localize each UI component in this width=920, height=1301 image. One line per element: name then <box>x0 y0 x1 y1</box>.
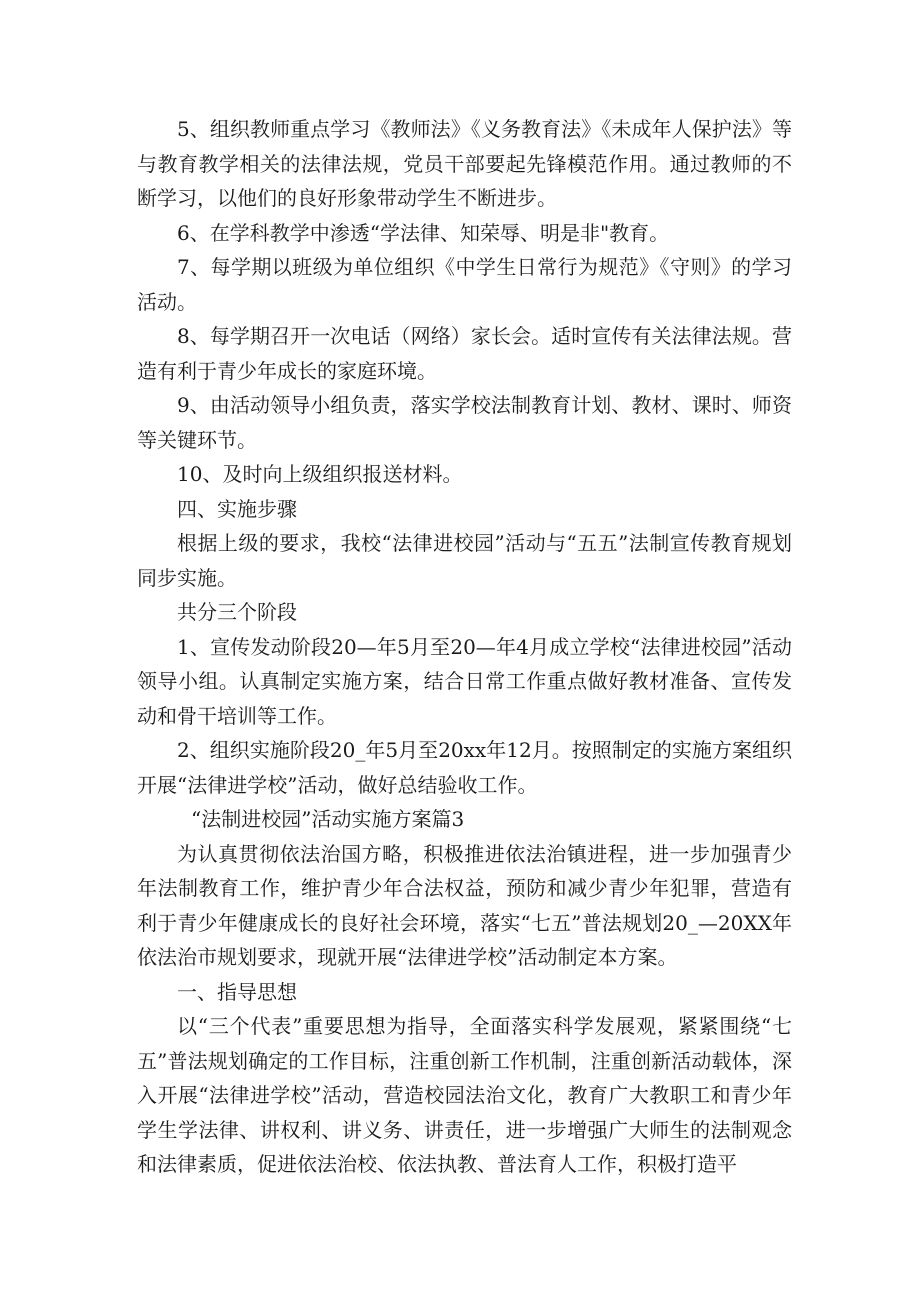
paragraph-implementation-intro: 根据上级的要求，我校“法律进校园”活动与“五五”法制宣传教育规划同步实施。 <box>137 531 792 590</box>
paragraph-stage-1: 1、宣传发动阶段20—年5月至20—年4月成立学校“法律进校园”活动领导小组。认真制定实施方案，结合日常工作重点做好教材准备、宣传发动和骨干培训等工作。 <box>137 634 792 728</box>
paragraph-stage-2: 2、组织实施阶段20_年5月至20xx年12月。按照制定的实施方案组织开展“法律进学校”活动，做好总结验收工作。 <box>137 738 792 797</box>
paragraph-item-8: 8、每学期召开一次电话（网络）家长会。适时宣传有关法律法规。营造有利于青少年成长的家庭环境。 <box>137 324 792 383</box>
paragraph-three-stages: 共分三个阶段 <box>177 600 297 624</box>
section-heading-implementation-steps: 四、实施步骤 <box>177 496 297 521</box>
paragraph-item-9: 9、由活动领导小组负责，落实学校法制教育计划、教材、课时、师资等关键环节。 <box>137 393 792 452</box>
paragraph-item-6: 6、在学科教学中渗透“学法律、知荣辱、明是非"教育。 <box>177 220 670 245</box>
document-body <box>137 112 792 1182</box>
paragraph-plan-intro: 为认真贯彻依法治国方略，积极推进依法治镇进程，进一步加强青少年法制教育工作，维护青少年合法权益，预防和减少青少年犯罪，营造有利于青少年健康成长的良好社会环境，落实“七五”普法规划20_—20XX年依法治市规划要求，现就开展“法律进学校”活动制定本方案。 <box>137 841 792 969</box>
paragraph-item-7: 7、每学期以班级为单位组织《中学生日常行为规范》《守则》的学习活动。 <box>137 255 792 314</box>
paragraph-item-5: 5、组织教师重点学习《教师法》《义务教育法》《未成年人保护法》等与教育教学相关的法律法规，党员干部要起先锋模范作用。通过教师的不断学习，以他们的良好形象带动学生不断进步。 <box>137 117 792 210</box>
paragraph-guiding-ideology: 以“三个代表”重要思想为指导，全面落实科学发展观，紧紧围绕“七五”普法规划确定的工作目标，注重创新工作机制，注重创新活动载体，深入开展“法律进学校”活动，营造校园法治文化，教育广大教职工和青少年学生学法律、讲权利、讲义务、讲责任，进一步增强广大师生的法制观念和法律素质，促进依法治校、依法执教、普法育人工作，积极打造平 <box>137 1014 792 1176</box>
article-title-part-3: “法制进校园”活动实施方案篇3 <box>191 807 465 831</box>
paragraph-item-10: 10、及时向上级组织报送材料。 <box>177 462 463 486</box>
section-heading-guiding-ideology: 一、指导思想 <box>177 979 297 1004</box>
